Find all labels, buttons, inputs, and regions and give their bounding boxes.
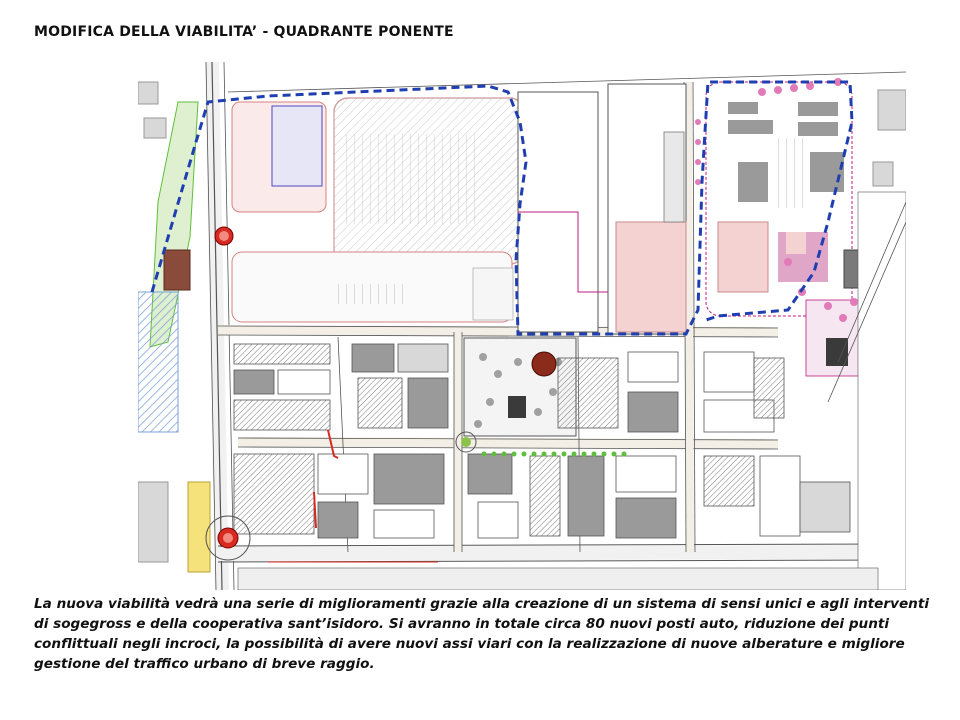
roundabout-north [215,227,233,245]
west-rail-corridor [138,82,210,572]
south-blocks [234,454,878,590]
north-blocks [232,84,686,334]
tree-rows [482,452,627,457]
page-title: MODIFICA DELLA VIABILITA’ - QUADRANTE PONENTE [34,24,454,40]
description-caption: La nuova viabilità vedrà una serie di miglioramenti grazie alla creazione di un sistema di sensi unici e agli interventi di sogegross e della cooperativa sant’isidoro. Si avranno in totale circa 80 nuovi posti auto, riduzione dei punti conflittuali negli incroci, la possibilità di avere nuovi assi viari con la realizzazione di nuove alberature e migliore gestione del traffico urbano di breve raggio. [34,596,930,672]
traffic-plan-map [138,62,906,590]
